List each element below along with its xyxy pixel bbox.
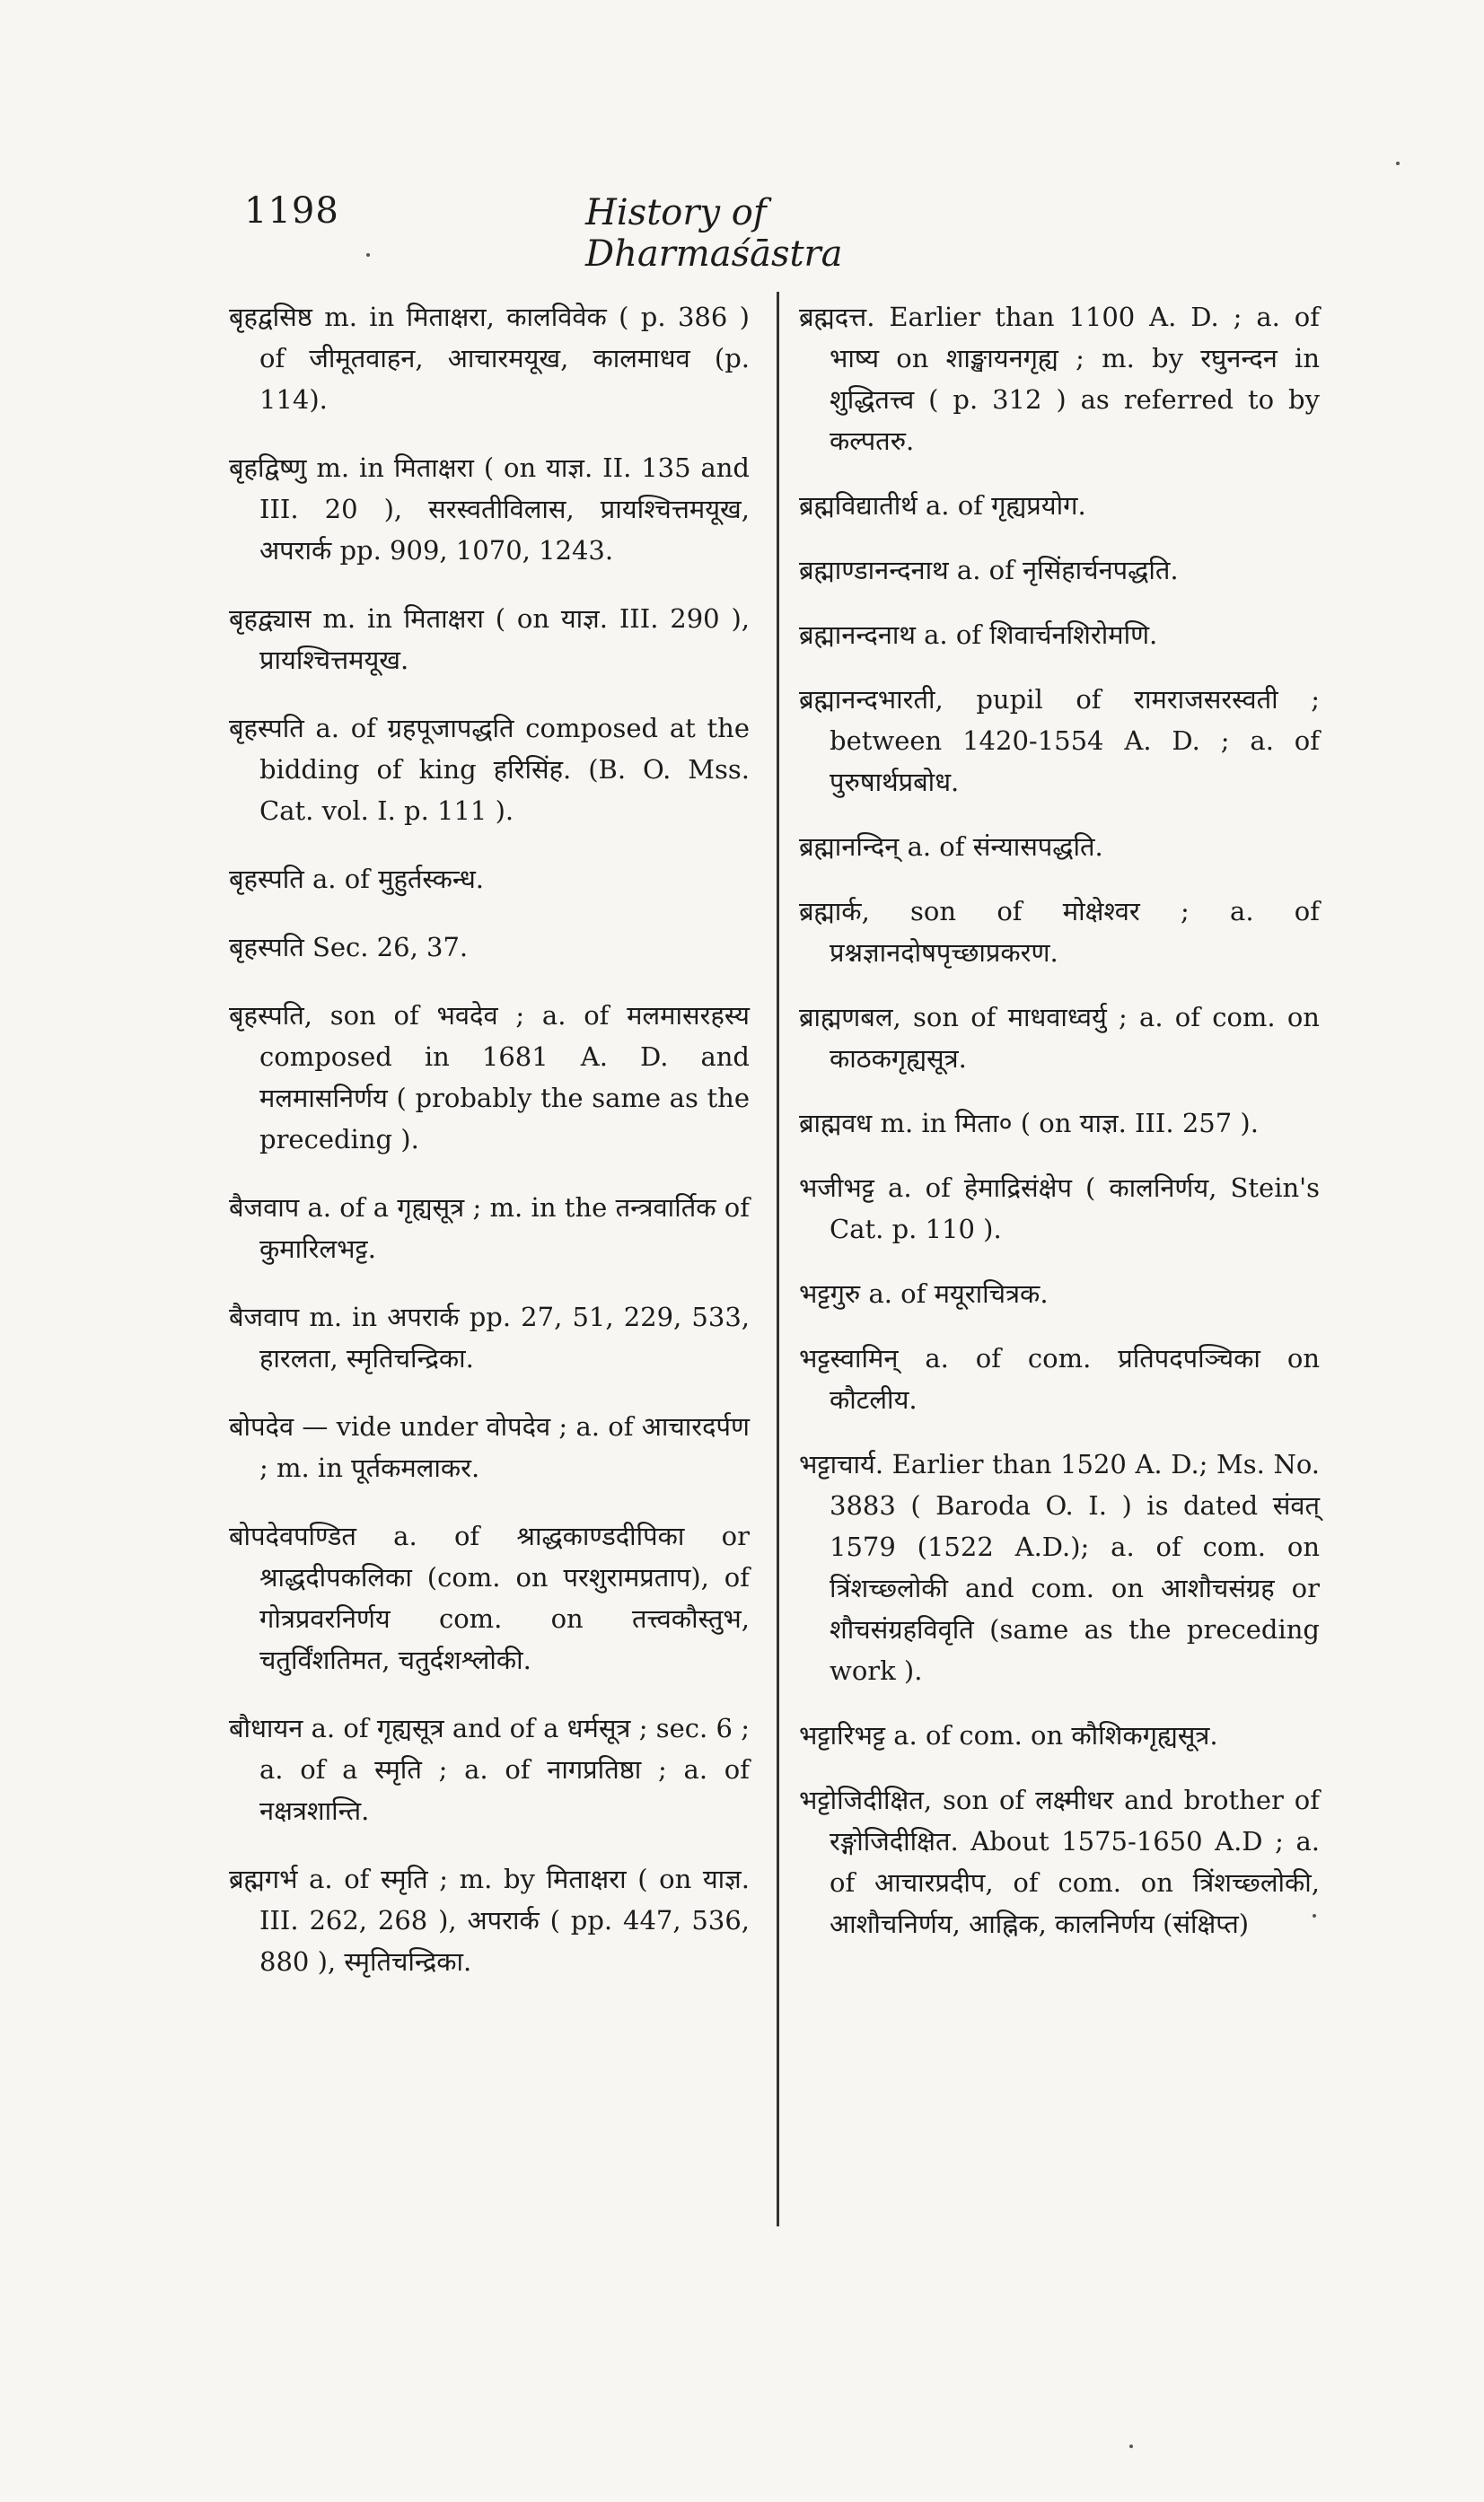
index-entry: भट्टगुरु a. of मयूराचित्रक.: [799, 1278, 1049, 1309]
speck: [1129, 2445, 1133, 2448]
index-entry: भट्टोजिदीक्षित, son of लक्ष्मीधर and brother of रङ्गोजिदीक्षित. About 1575-1650 A.D ; a. of आचारप्रदीप, of com. on त्रिंशच्छ्लोकी, आशौचनिर्णय, आह्निक, कालनिर्णय (संक्षिप्त): [799, 1785, 1320, 1939]
index-entry: बौधायन a. of गृह्यसूत्र and of a धर्मसूत्र ; sec. 6 ; a. of a स्मृति ; a. of नागप्रतिष्ठा ; a. of नक्षत्रशान्ति.: [229, 1713, 750, 1826]
index-entry: ब्राह्मवध m. in मिता० ( on याज्ञ. III. 257 ).: [799, 1108, 1259, 1138]
index-entry: ब्रह्मानन्दनाथ a. of शिवार्चनशिरोमणि.: [799, 619, 1158, 650]
speck: [1396, 162, 1400, 165]
index-entry: ब्रह्मगर्भ a. of स्मृति ; m. by मिताक्षरा ( on याज्ञ. III. 262, 268 ), अपरार्क ( pp. 447, 536, 880 ), स्मृतिचन्द्रिका.: [229, 1864, 750, 1977]
right-column: [799, 296, 1320, 1968]
index-entry: बृहद्व्यास m. in मिताक्षरा ( on याज्ञ. III. 290 ), प्रायश्चित्तमयूख.: [229, 603, 750, 675]
index-entry: भट्टारिभट्ट a. of com. on कौशिकगृह्यसूत्र.: [799, 1720, 1218, 1751]
index-entry: बृहद्वसिष्ठ m. in मिताक्षरा, कालविवेक ( p. 386 ) of जीमूतवाहन, आचारमयूख, कालमाधव (p. 114).: [229, 302, 750, 415]
index-entry: बैजवाप a. of a गृह्यसूत्र ; m. in the तन्त्रवार्तिक of कुमारिलभट्ट.: [229, 1192, 750, 1264]
column-divider: [777, 292, 779, 2226]
page-header: [244, 190, 989, 275]
index-entry: ब्रह्मदत्त. Earlier than 1100 A. D. ; a. of भाष्य on शाङ्खायनगृह्य ; m. by रघुनन्दन in शुद्धितत्त्व ( p. 312 ) as referred to by कल्पतरु.: [799, 302, 1320, 456]
running-title: History of Dharmaśāstra: [585, 192, 843, 275]
index-entry: बोपदेवपण्डित a. of श्राद्धकाण्डदीपिका or श्राद्धदीपकलिका (com. on परशुरामप्रताप), of गोत्रप्रवरनिर्णय com. on तत्त्वकौस्तुभ, चतुर्विंशतिमत, चतुर्दशश्लोकी.: [229, 1521, 750, 1675]
index-entry: बृहस्पति, son of भवदेव ; a. of मलमासरहस्य composed in 1681 A. D. and मलमासनिर्णय ( probably the same as the preceding ).: [229, 1000, 750, 1154]
index-entry: भजीभट्ट a. of हेमाद्रिसंक्षेप ( कालनिर्णय, Stein's Cat. p. 110 ).: [799, 1172, 1320, 1244]
left-column: [229, 296, 750, 2009]
page-number: 1198: [244, 190, 339, 232]
index-entry: ब्रह्मानन्दभारती, pupil of रामराजसरस्वती ; between 1420-1554 A. D. ; a. of पुरुषार्थप्रबोध.: [799, 684, 1320, 797]
index-entry: ब्राह्मणबल, son of माधवाध्वर्यु ; a. of com. on काठकगृह्यसूत्र.: [799, 1002, 1320, 1074]
speck: [366, 253, 370, 257]
index-entry: ब्रह्मार्क, son of मोक्षेश्वर ; a. of प्रश्नज्ञानदोषपृच्छाप्रकरण.: [799, 896, 1320, 968]
index-entry: भट्टस्वामिन् a. of com. प्रतिपदपञ्चिका on कौटलीय.: [799, 1343, 1320, 1415]
index-entry: बृहद्विष्णु m. in मिताक्षरा ( on याज्ञ. II. 135 and III. 20 ), सरस्वतीविलास, प्रायश्चित्तमयूख, अपरार्क pp. 909, 1070, 1243.: [229, 452, 750, 566]
index-entry: बैजवाप m. in अपरार्क pp. 27, 51, 229, 533, हारलता, स्मृतिचन्द्रिका.: [229, 1302, 750, 1374]
index-entry: भट्टाचार्य. Earlier than 1520 A. D.; Ms. No. 3883 ( Baroda O. I. ) is dated संवत् 1579 (1522 A.D.); a. of com. on त्रिंशच्छ्लोकी and com. on आशौचसंग्रह or शौचसंग्रहविवृति (same as the preceding work ).: [799, 1449, 1320, 1686]
index-entry: बोपदेव — vide under वोपदेव ; a. of आचारदर्पण ; m. in पूर्तकमलाकर.: [229, 1411, 750, 1483]
index-entry: बृहस्पति Sec. 26, 37.: [229, 932, 469, 962]
index-entry: ब्रह्मानन्दिन् a. of संन्यासपद्धति.: [799, 831, 1103, 862]
index-entry: ब्रह्मविद्यातीर्थ a. of गृह्यप्रयोग.: [799, 490, 1086, 521]
index-entry: ब्रह्माण्डानन्दनाथ a. of नृसिंहार्चनपद्धति.: [799, 555, 1179, 585]
index-entry: बृहस्पति a. of ग्रहपूजापद्धति composed at the bidding of king हरिसिंह. (B. O. Mss. Cat. vol. I. p. 111 ).: [229, 713, 750, 826]
index-entry: बृहस्पति a. of मुहुर्तस्कन्ध.: [229, 864, 485, 894]
speck: [1313, 1914, 1316, 1918]
